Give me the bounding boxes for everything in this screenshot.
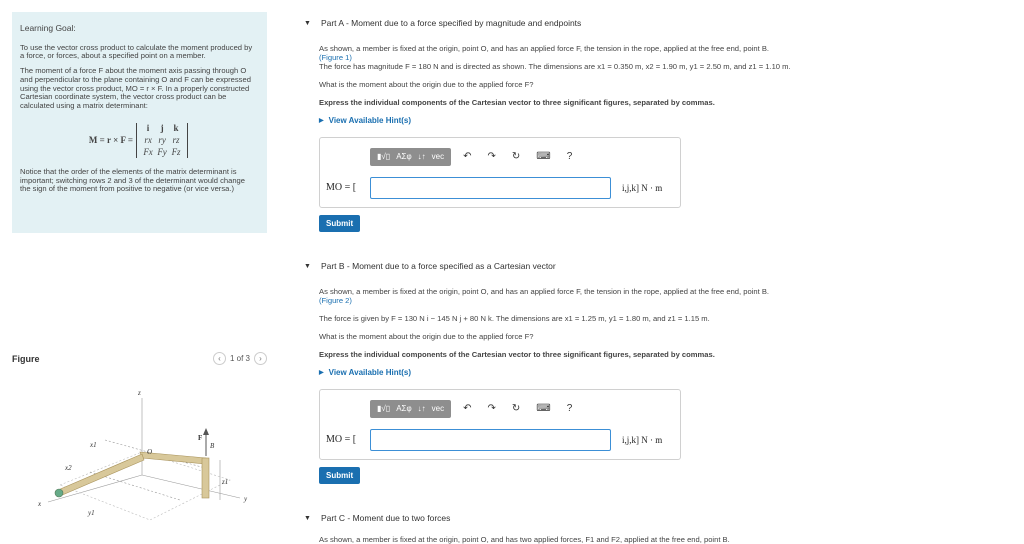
part-a-question: What is the moment about the origin due to the applied force F? [319,80,534,90]
redo-icon[interactable]: ↷ [487,151,496,163]
figure-header [12,352,267,365]
template-button-group[interactable] [370,148,451,166]
template-icon[interactable]: ▮√▯ [377,152,391,162]
part-a-values: The force has magnitude F = 180 N and is directed as shown. The dimensions are x1 = 0.350 m, x2 = 1.90 m, y1 = 2.50 m, and z1 = 1.10 m. [319,62,791,72]
det-cell: ry [158,135,166,146]
part-a-description: As shown, a member is fixed at the origin, point O, and has an applied force F, the tension in the rope, applied at the free end, point B. [319,44,769,53]
part-c [300,513,1020,544]
part-a-answer-box [319,137,681,208]
learning-goal-heading: Learning Goal: [20,23,76,33]
figure-label: Figure [12,353,40,364]
learning-goal-panel [12,12,267,233]
part-c-description: As shown, a member is fixed at the origin, point O, and has two applied forces, F1 and F2, applied at the free end, point B. [319,535,730,544]
learning-goal-intro: To use the vector cross product to calculate the moment produced by a force, or forces, about a specified point on a member. [20,42,253,61]
answer-units: i,j,k] N · m [622,434,663,445]
part-b-answer-input[interactable] [370,429,611,451]
answer-label: MO = [ [326,182,357,194]
part-a-answer-input[interactable] [370,177,611,199]
greek-button[interactable]: ΑΣφ [396,404,412,414]
support-point [55,489,63,497]
keyboard-icon[interactable]: ⌨ [536,151,551,163]
math-toolbar [370,148,580,166]
part-b-hint-label: View Available Hint(s) [328,367,412,377]
axis-label-x1: x1 [90,441,97,449]
part-b-question: What is the moment about the origin due to the applied force F? [319,332,534,342]
chevron-right-icon[interactable]: › [254,352,267,365]
part-b-hint-toggle[interactable] [319,368,1020,377]
det-cell: Fz [171,147,181,158]
force-label-f: F [198,434,203,442]
determinant [20,123,257,158]
sub-super-button[interactable]: ↓↑ [417,404,426,414]
part-a-submit-button[interactable]: Submit [319,215,360,232]
caret-down-icon[interactable]: ▼ [304,514,311,522]
part-b-title: Part B - Moment due to a force specified as a Cartesian vector [320,261,556,271]
det-cell: j [160,122,164,133]
part-b [300,261,1020,484]
part-b-values: The force is given by F = 130 N i − 145 N j + 80 N k. The dimensions are x1 = 1.25 m, y1 = 1.80 m, and z1 = 1.15 m. [319,314,710,324]
axis-label-y1: y1 [88,509,95,517]
sub-super-button[interactable]: ↓↑ [417,152,426,162]
figure-page-indicator: 1 of 3 [229,354,250,363]
chevron-left-icon[interactable]: ‹ [213,352,226,365]
vec-button[interactable]: vec [431,404,445,414]
greek-button[interactable]: ΑΣφ [396,152,412,162]
det-cell: i [146,122,150,133]
axis-label-x2: x2 [65,464,72,472]
figure-link[interactable]: (Figure 2) [319,296,352,306]
determinant-lhs: M = r × F = [88,135,134,146]
part-a-header[interactable] [300,18,1020,28]
det-cell: Fy [157,147,167,158]
right-panel [300,0,1024,544]
part-a-hint-label: View Available Hint(s) [328,115,412,125]
learning-goal-note: Notice that the order of the elements of the matrix determinant is important; switching rows 2 and 3 of the determinant would change the sign of the moment from positive to negative (or vice versa.) [20,166,245,194]
part-b-header[interactable] [300,261,1020,271]
math-toolbar [370,400,580,418]
determinant-matrix [136,123,188,158]
learning-goal-moment-text: The moment of a force F about the moment axis passing through O and perpendicular to the plane containing O and F can be expressed using the vector cross product, MO = r × F. In a properly constructed Cartesian coordinate system, the vector cross product can be calculated using a matrix determinant: [20,66,251,111]
det-cell: rz [172,135,180,146]
help-button[interactable]: ? [566,403,573,415]
member-post [202,458,209,498]
undo-icon[interactable]: ↶ [463,151,472,163]
part-a [300,18,1020,232]
answer-units: i,j,k] N · m [622,182,663,193]
part-b-answer-box [319,389,681,460]
caret-down-icon[interactable]: ▼ [304,19,311,27]
left-panel [0,0,276,544]
caret-down-icon[interactable]: ▼ [304,262,311,270]
part-c-header[interactable] [300,513,1020,523]
caret-right-icon: ▶ [319,369,324,376]
reset-icon[interactable]: ↻ [511,403,521,415]
answer-label: MO = [ [326,434,357,446]
part-c-title: Part C - Moment due to two forces [320,513,451,523]
template-icon[interactable]: ▮√▯ [377,404,391,414]
point-label-o: O [147,448,153,456]
redo-icon[interactable]: ↷ [487,403,496,415]
member-rod [58,454,144,496]
vec-button[interactable]: vec [431,152,445,162]
help-button[interactable]: ? [566,151,573,163]
template-button-group[interactable] [370,400,451,418]
part-a-title: Part A - Moment due to a force specified by magnitude and endpoints [320,18,582,28]
det-cell: Fx [143,147,153,158]
det-cell: k [173,122,179,133]
force-arrowhead [203,428,209,435]
part-a-instruction: Express the individual components of the Cartesian vector to three significant figures, separated by commas. [319,98,715,108]
part-b-submit-button[interactable]: Submit [319,467,360,484]
figure-diagram [30,380,270,540]
undo-icon[interactable]: ↶ [463,403,472,415]
part-a-hint-toggle[interactable] [319,116,1020,125]
reset-icon[interactable]: ↻ [511,151,521,163]
caret-right-icon: ▶ [319,117,324,124]
axis-label-y: y [244,495,248,503]
figure-link[interactable]: (Figure 1) [319,53,352,63]
axis-label-z: z [138,389,141,397]
part-b-description: As shown, a member is fixed at the origin, point O, and has an applied force F, the tension in the rope, applied at the free end, point B. [319,287,769,296]
det-cell: rx [144,135,152,146]
point-label-b: B [210,442,215,450]
axis-label-z1: z1 [222,478,229,486]
keyboard-icon[interactable]: ⌨ [536,403,551,415]
part-b-instruction: Express the individual components of the Cartesian vector to three significant figures, separated by commas. [319,350,715,360]
axis-label-x: x [38,500,42,508]
